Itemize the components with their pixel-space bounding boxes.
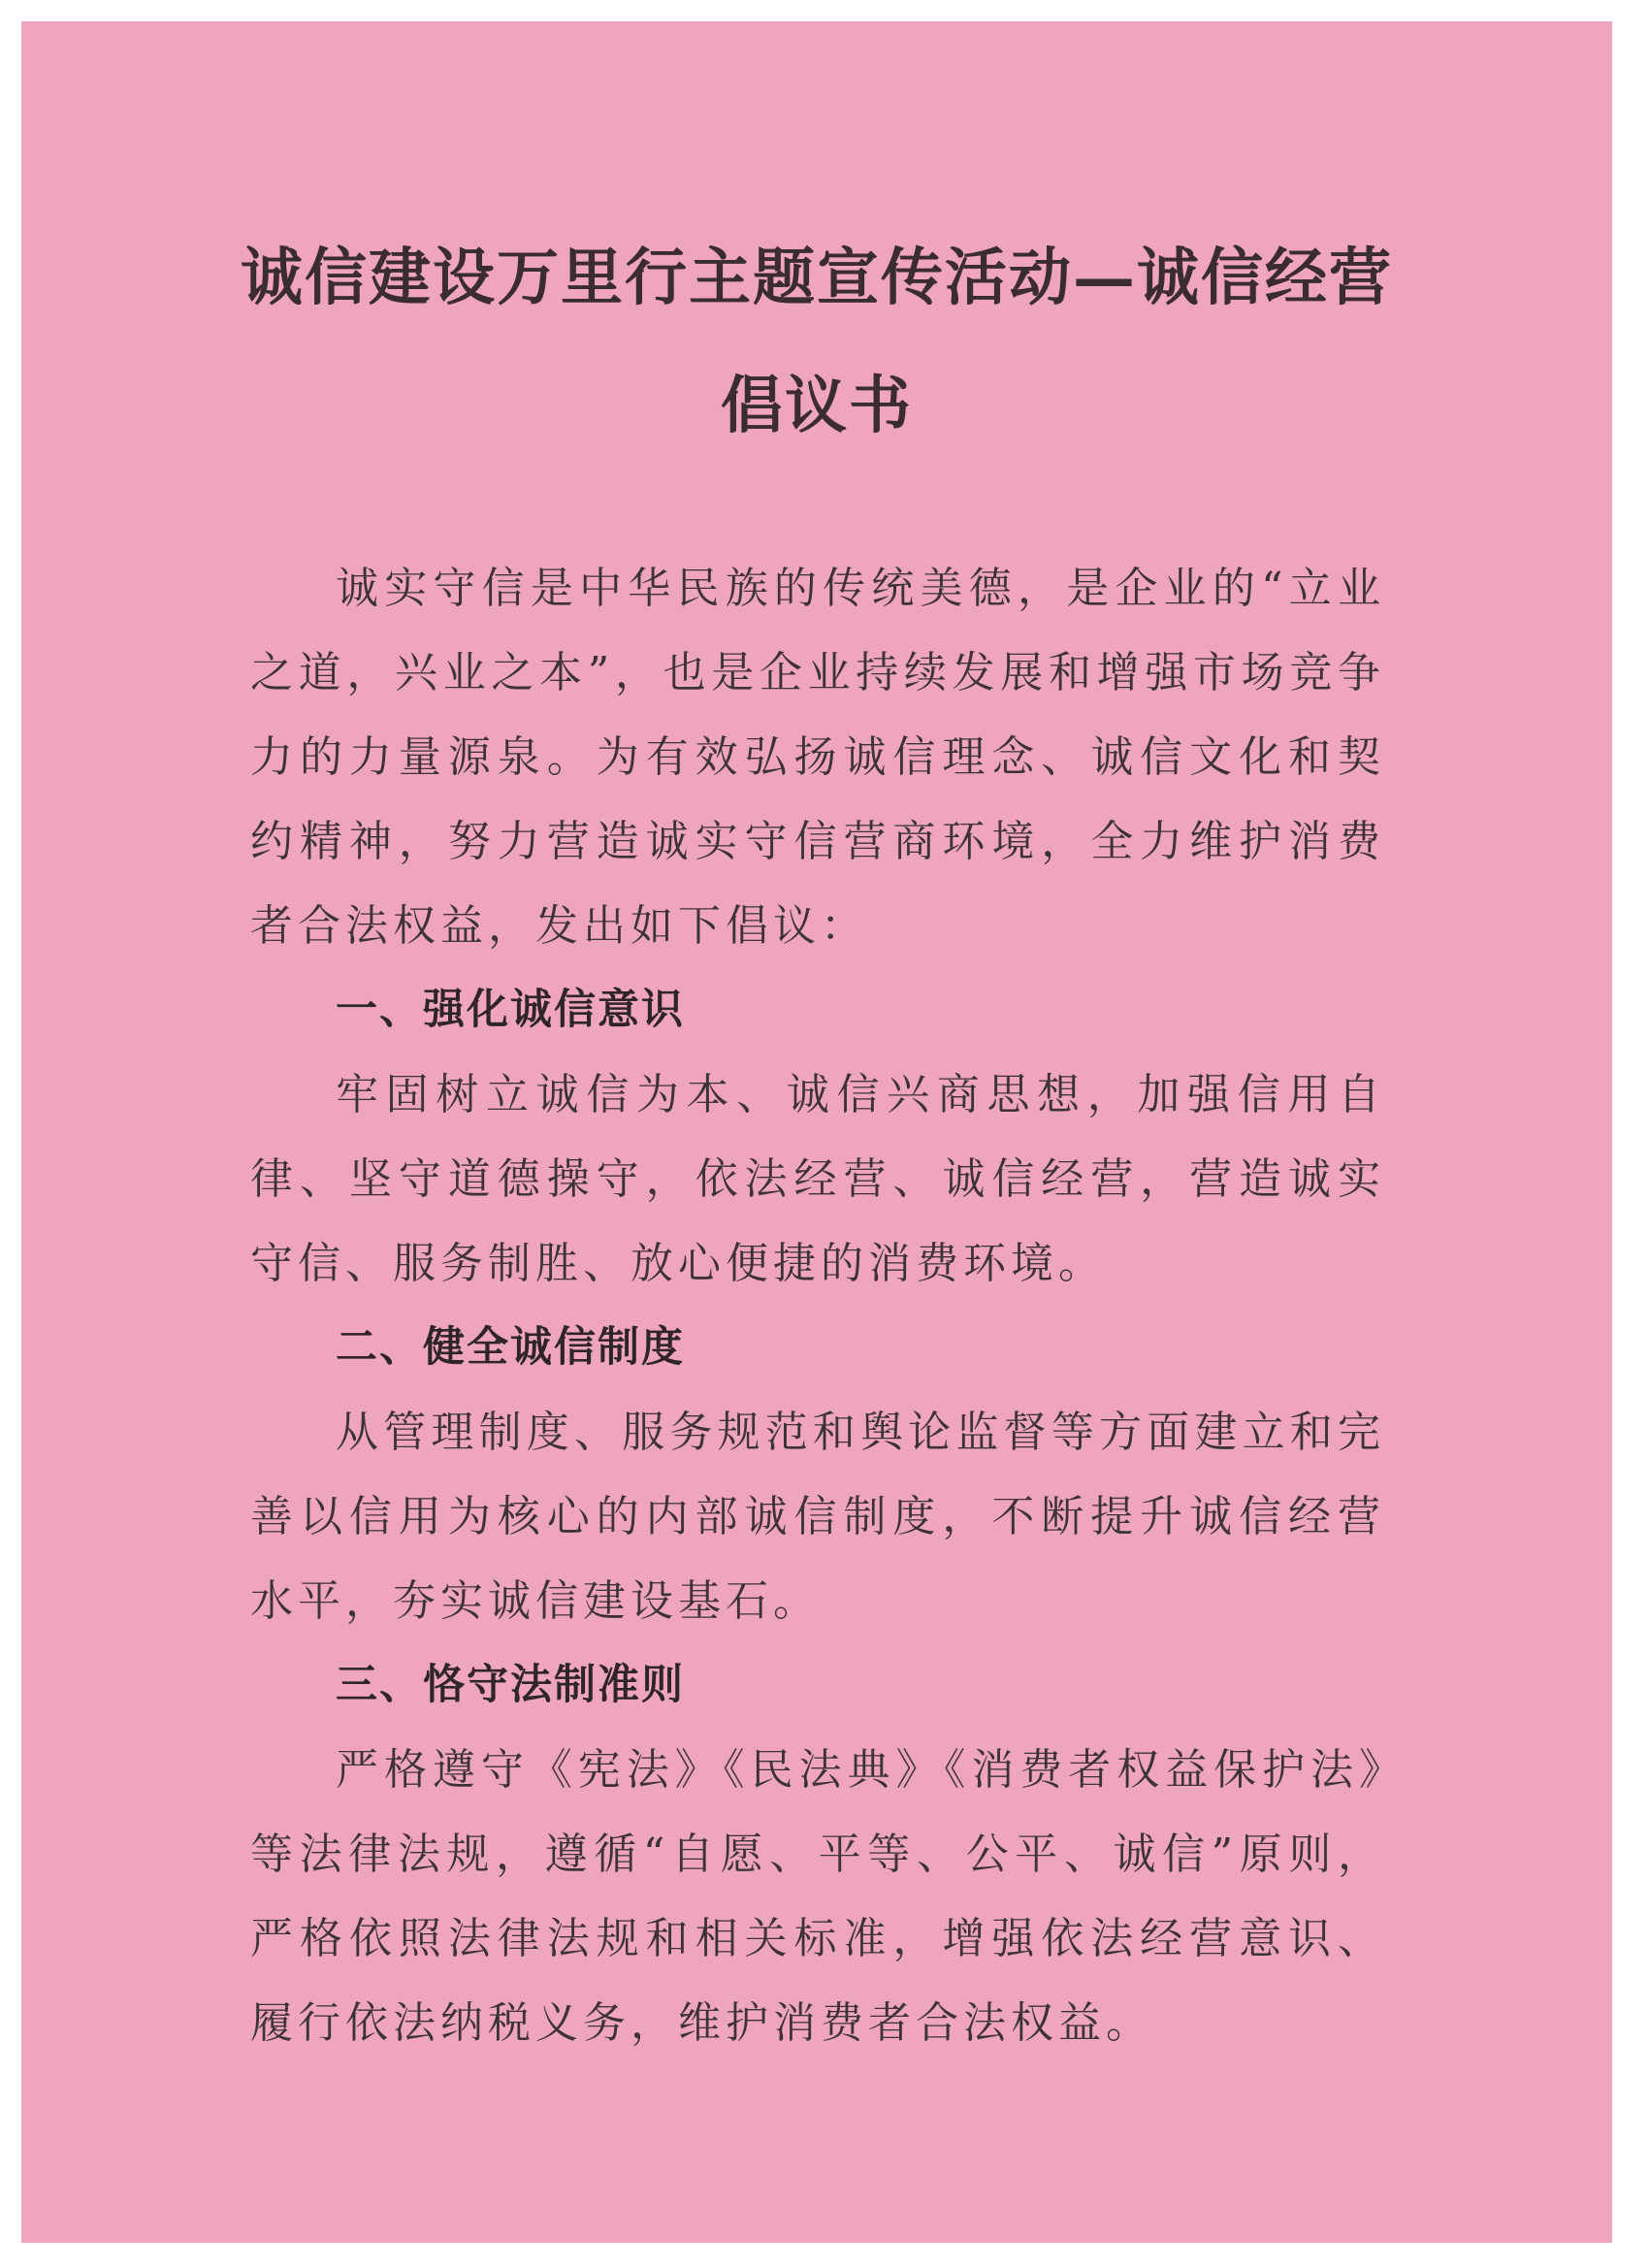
document-title-line-1: 诚信建设万里行主题宣传活动—诚信经营 [241, 242, 1393, 314]
document-title-line-2: 倡议书 [721, 370, 913, 442]
section-heading-2: 二、健全诚信制度 [336, 1323, 685, 1372]
intro-paragraph: 诚实守信是中华民族的传统美德，是企业的“立业之道，兴业之本”，也是企业持续发展和增强市场竞争力的力量源泉。为有效弘扬诚信理念、诚信文化和契约精神，努力营造诚实守信营商环境，全力维护消费者合法权益，发出如下倡议： [250, 564, 1385, 951]
section-paragraph-3: 严格遵守《宪法》《民法典》《消费者权益保护法》等法律法规，遵循“自愿、平等、公平、诚信”原则，严格依照法律法规和相关标准，增强依法经营意识、履行依法纳税义务，维护消费者合法权益。 [250, 1745, 1385, 2048]
section-heading-1: 一、强化诚信意识 [336, 986, 685, 1034]
section-paragraph-2: 从管理制度、服务规范和舆论监督等方面建立和完善以信用为核心的内部诚信制度，不断提升诚信经营水平，夯实诚信建设基石。 [250, 1408, 1385, 1626]
document-page [21, 21, 1612, 2243]
section-heading-3: 三、恪守法制准则 [336, 1661, 685, 1709]
section-paragraph-1: 牢固树立诚信为本、诚信兴商思想，加强信用自律、坚守道德操守，依法经营、诚信经营，营造诚实守信、服务制胜、放心便捷的消费环境。 [250, 1070, 1385, 1288]
document-body [250, 546, 1385, 2065]
